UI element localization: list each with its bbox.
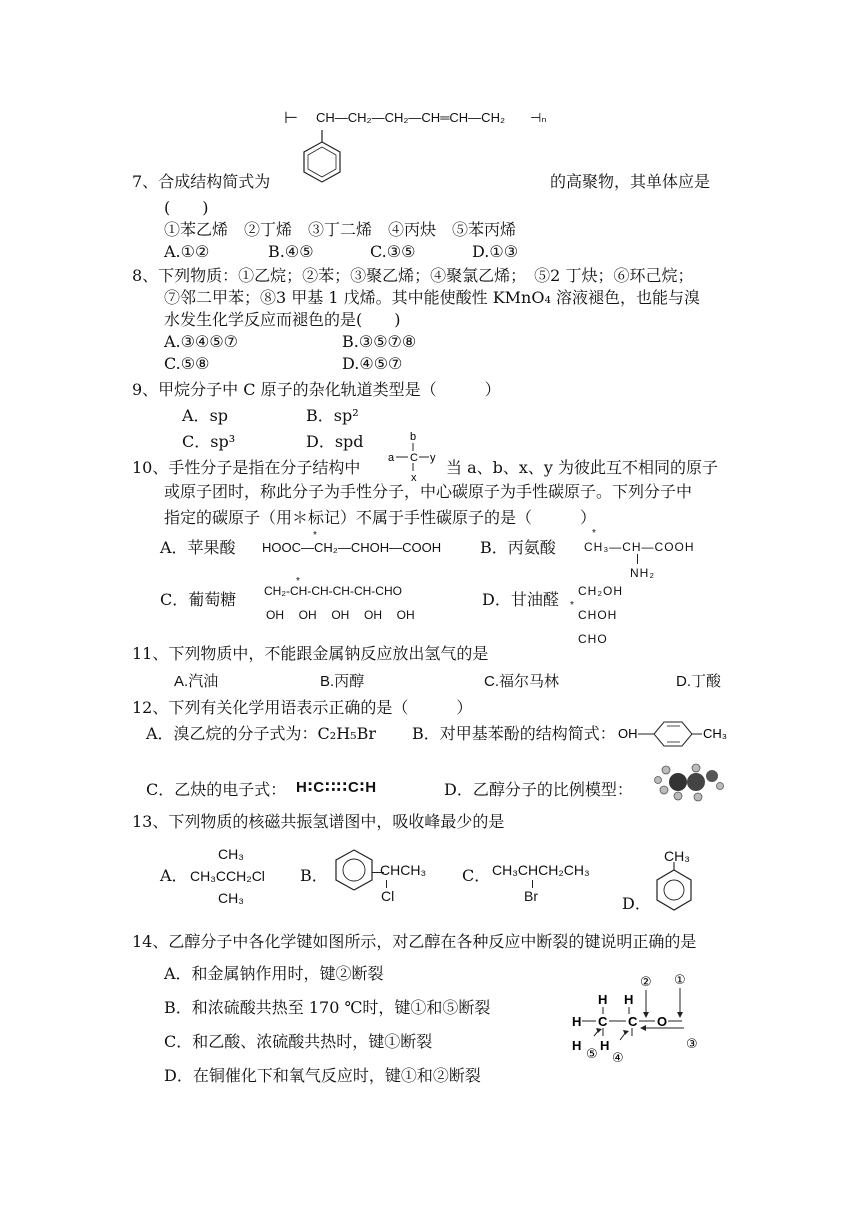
svg-text:⑤: ⑤ <box>586 1046 598 1061</box>
bond-line <box>637 554 638 564</box>
svg-text:H: H <box>572 1014 582 1029</box>
q12-choice-c[interactable]: C．乙炔的电子式： <box>146 780 287 799</box>
q11-choice-a[interactable]: A.汽油 <box>174 673 219 690</box>
q13-a-bottom: CH₃ <box>218 890 244 906</box>
p-methylphenol-structure <box>614 716 734 752</box>
q13-a-top: CH₃ <box>218 846 244 862</box>
q10-stem-line1-suffix: 当 a、b、x、y 为彼此互不相同的原子 <box>446 458 719 477</box>
q9-choice-c[interactable]: C．sp³ <box>182 432 236 451</box>
acetylene-electron-formula: H∶C∷∷C∶H <box>296 779 378 796</box>
q10-choice-c-hydroxyls: OH OH OH OH OH <box>266 608 415 622</box>
ethanol-ball-model-icon <box>648 762 728 802</box>
q13-b-top: CHCH₃ <box>380 862 427 878</box>
q13-choice-c-letter[interactable]: C． <box>462 866 491 885</box>
q12-choice-a[interactable]: A．溴乙烷的分子式为：C₂H₅Br <box>146 724 376 743</box>
q12-choice-d[interactable]: D．乙醇分子的比例模型： <box>444 780 633 799</box>
q10-choice-d-row3: CHO <box>578 632 608 646</box>
q8-choice-c[interactable]: C.⑤⑧ <box>164 354 210 373</box>
svg-text:OH: OH <box>618 726 638 741</box>
polymer-bracket-right: ⊣ₙ <box>530 110 547 125</box>
q10-stem-line2: 或原子团时，称此分子为手性分子，中心碳原子为手性碳原子。下列分子中 <box>164 482 693 501</box>
q13-choice-b-letter[interactable]: B． <box>300 866 328 885</box>
svg-text:a: a <box>388 452 395 464</box>
q10-choice-b-formula: CH₃—CH—COOH <box>584 540 695 554</box>
q10-choice-c-chain: CH₂-CH-CH-CH-CH-CHO <box>264 584 402 598</box>
q13-choice-d-letter[interactable]: D． <box>622 894 651 913</box>
q8-stem-line3: 水发生化学反应而褪色的是( ) <box>164 310 401 329</box>
svg-text:H: H <box>598 992 608 1007</box>
q11-choice-d[interactable]: D.丁酸 <box>676 673 722 690</box>
q10-choice-c-label[interactable]: C．葡萄糖 <box>160 590 237 609</box>
q7-choice-d[interactable]: D.①③ <box>472 242 519 261</box>
svg-text:CH₃: CH₃ <box>703 726 728 741</box>
svg-text:C: C <box>628 1014 638 1029</box>
q14-stem: 14、乙醇分子中各化学键如图所示，对乙醇在各种反应中断裂的键说明正确的是 <box>132 932 697 951</box>
q7-options-line: ①苯乙烯 ②丁烯 ③丁二烯 ④丙炔 ⑤苯丙烯 <box>164 220 517 239</box>
q8-stem-line2: ⑦邻二甲苯；⑧3 甲基 1 戊烯。其中能使酸性 KMnO₄ 溶液褪色，也能与溴 <box>164 288 700 307</box>
q14-choice-d[interactable]: D．在铜催化下和氧气反应时，键①和②断裂 <box>164 1066 481 1085</box>
svg-text:x: x <box>411 472 417 484</box>
svg-text:y: y <box>430 452 436 464</box>
q13-c-top: CH₃CHCH₂CH₃ <box>492 862 590 878</box>
q8-choice-b[interactable]: B.③⑤⑦⑧ <box>342 332 417 351</box>
ethanol-bond-diagram <box>560 970 720 1066</box>
q12-choice-b[interactable]: B．对甲基苯酚的结构简式： <box>412 724 616 743</box>
polymer-chain: CH—CH₂—CH₂—CH═CH—CH₂ <box>316 110 506 125</box>
bond-line <box>532 880 533 888</box>
polymer-bracket-left: ⊢ <box>284 110 298 127</box>
q14-choice-c[interactable]: C．和乙酸、浓硫酸共热时，键①断裂 <box>164 1032 433 1051</box>
chiral-star-mark: * <box>296 576 300 587</box>
q13-d-top: CH₃ <box>664 848 690 864</box>
q13-c-bottom: Br <box>524 888 538 904</box>
q10-stem-line3: 指定的碳原子（用＊标记）不属于手性碳原子的是（ ） <box>164 508 597 527</box>
svg-text:④: ④ <box>612 1050 624 1065</box>
q11-stem: 11、下列物质中，不能跟金属钠反应放出氢气的是 <box>132 644 489 663</box>
svg-text:b: b <box>410 431 417 443</box>
q11-choice-c[interactable]: C.福尔马林 <box>484 673 560 690</box>
q10-choice-a-label[interactable]: A．苹果酸 <box>160 538 236 557</box>
q11-choice-b[interactable]: B.丙醇 <box>320 673 365 690</box>
q7-stem-prefix: 7、合成结构简式为 <box>132 172 271 191</box>
q8-stem-line1: 8、下列物质：①乙烷；②苯；③聚乙烯；④聚氯乙烯； ⑤2 丁炔；⑥环己烷； <box>132 266 694 285</box>
q7-stem-suffix: 的高聚物，其单体应是 <box>550 172 711 191</box>
q10-choice-b-amine: NH₂ <box>630 566 655 580</box>
svg-text:O: O <box>657 1014 668 1029</box>
q9-choice-a[interactable]: A．sp <box>182 406 229 425</box>
q10-choice-a-formula: HOOC—CH₂—CHOH—COOH <box>262 540 442 555</box>
q10-stem-line1-prefix: 10、手性分子是指在分子结构中 <box>132 458 361 477</box>
svg-text:②: ② <box>640 974 652 989</box>
svg-text:C: C <box>598 1014 608 1029</box>
chiral-star-mark: * <box>570 600 574 611</box>
q10-choice-d-row2: CHOH <box>578 608 618 622</box>
q12-stem: 12、下列有关化学用语表示正确的是（ ） <box>132 698 473 717</box>
svg-text:H: H <box>600 1038 610 1053</box>
q13-b-bottom: Cl <box>381 888 395 904</box>
q10-choice-d-label[interactable]: D．甘油醛 <box>482 590 559 609</box>
svg-text:③: ③ <box>686 1036 698 1051</box>
benzene-ring-icon <box>300 130 350 188</box>
q9-choice-d[interactable]: D．spd <box>306 432 364 451</box>
svg-text:C: C <box>410 452 418 464</box>
q8-choice-a[interactable]: A.③④⑤⑦ <box>164 332 239 351</box>
chiral-center-structure <box>384 430 444 484</box>
benzene-ring-icon <box>330 846 380 892</box>
q7-answer-paren: ( ) <box>164 198 209 217</box>
q7-choice-c[interactable]: C.③⑤ <box>370 242 416 261</box>
q7-choice-b[interactable]: B.④⑤ <box>268 242 314 261</box>
q8-choice-d[interactable]: D.④⑤⑦ <box>342 354 403 373</box>
q10-choice-b-label[interactable]: B．丙氨酸 <box>480 538 556 557</box>
q13-choice-a-letter[interactable]: A． <box>160 866 188 885</box>
q13-stem: 13、下列物质的核磁共振氢谱图中，吸收峰最少的是 <box>132 812 505 831</box>
svg-text:①: ① <box>674 972 686 987</box>
svg-text:H: H <box>572 1038 582 1053</box>
toluene-ring-icon <box>652 862 698 914</box>
q9-choice-b[interactable]: B．sp² <box>306 406 359 425</box>
q10-choice-d-row1: CH₂OH <box>578 584 623 598</box>
q7-choice-a[interactable]: A.①② <box>164 242 210 261</box>
svg-text:H: H <box>624 992 634 1007</box>
chiral-star-mark: * <box>592 528 596 539</box>
q14-choice-b[interactable]: B．和浓硫酸共热至 170 ℃时，键①和⑤断裂 <box>164 998 491 1017</box>
q14-choice-a[interactable]: A．和金属钠作用时，键②断裂 <box>164 964 384 983</box>
q13-a-mid: CH₃CCH₂Cl <box>190 868 265 884</box>
bond-line <box>386 880 387 888</box>
q9-stem: 9、甲烷分子中 C 原子的杂化轨道类型是（ ） <box>132 380 501 399</box>
chiral-star-mark: * <box>313 530 317 541</box>
